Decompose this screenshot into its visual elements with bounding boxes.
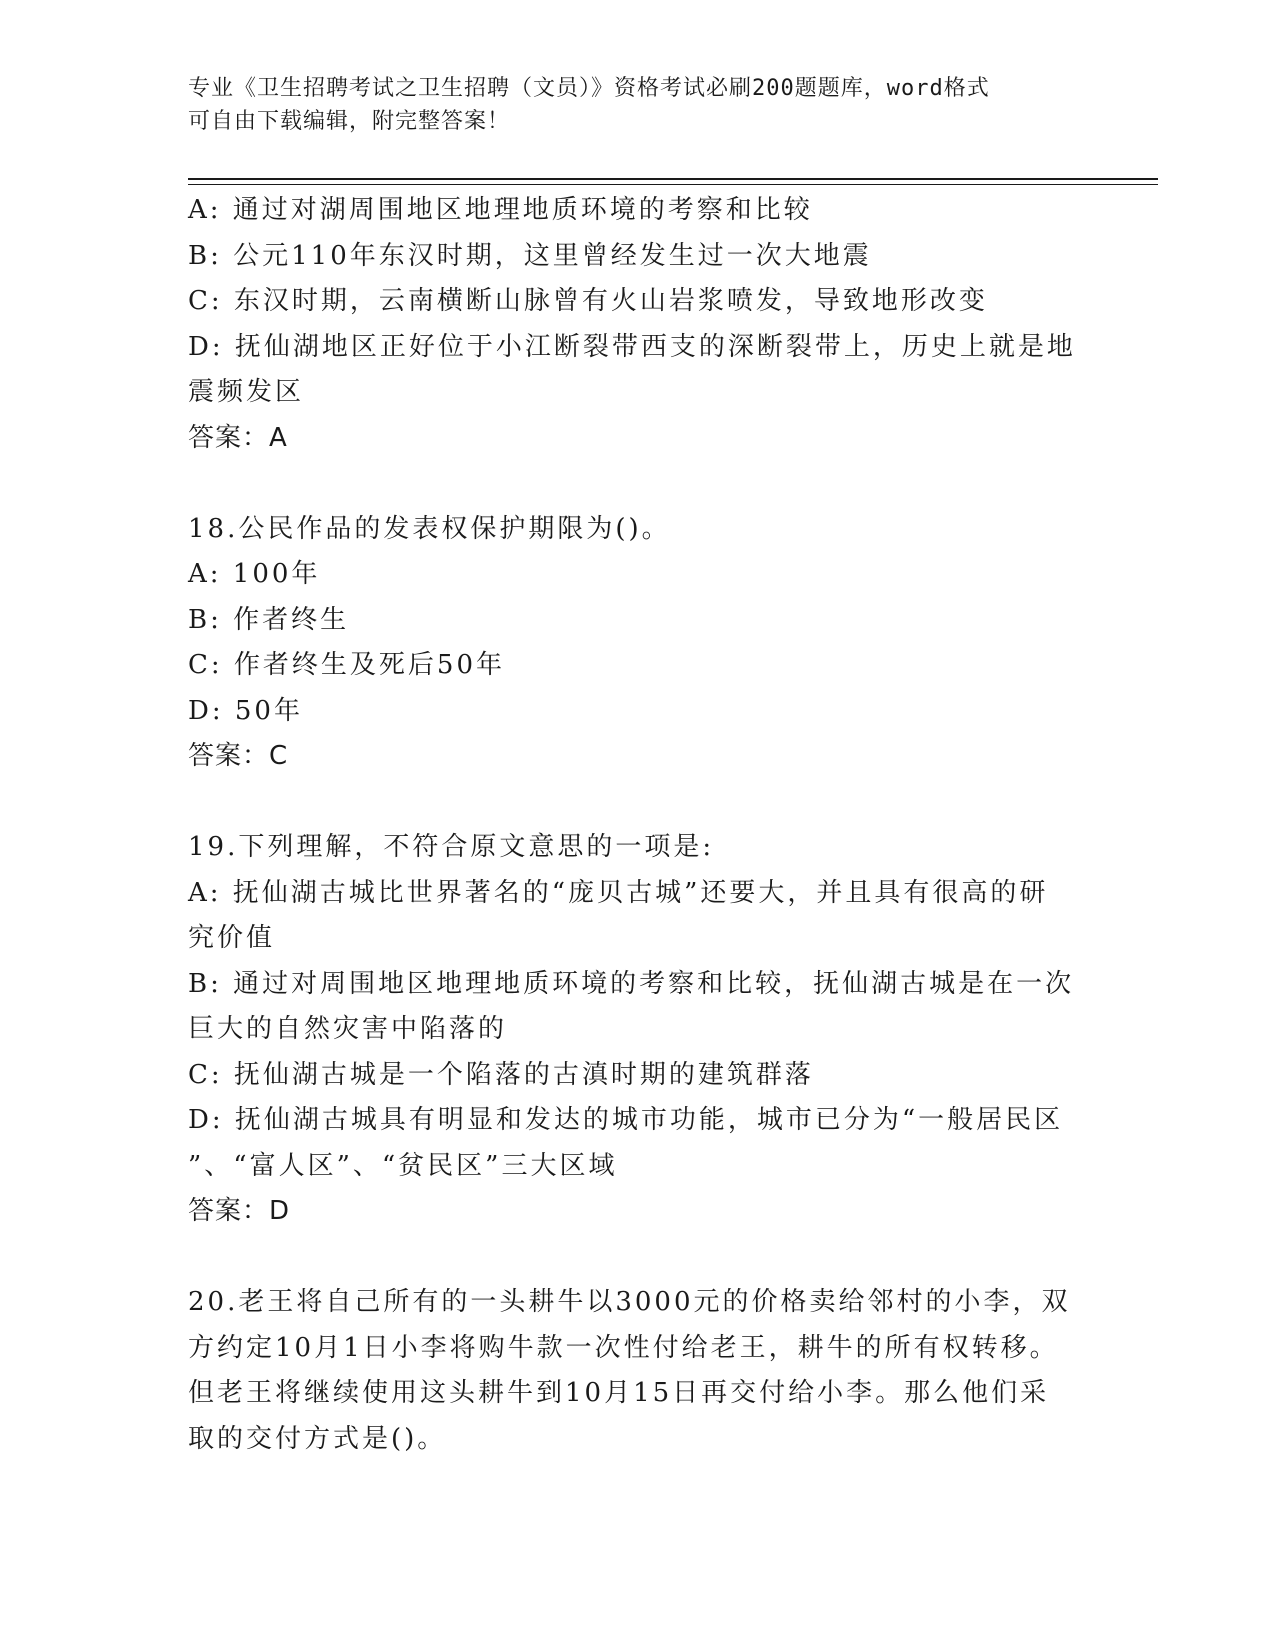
option-a-continued: 究价值 xyxy=(188,923,276,953)
option-c: C: 作者终生及死后50年 xyxy=(188,650,506,680)
question-20-block xyxy=(188,1280,1088,1462)
spacer xyxy=(188,461,1088,507)
question-19-block xyxy=(188,825,1088,1235)
option-a: A: 通过对湖周围地区地理地质环境的考察和比较 xyxy=(188,195,813,225)
spacer xyxy=(188,1235,1088,1281)
question-18-block xyxy=(188,507,1088,780)
option-b-continued: 巨大的自然灾害中陷落的 xyxy=(188,1014,508,1044)
option-c: C: 抚仙湖古城是一个陷落的古滇时期的建筑群落 xyxy=(188,1059,814,1090)
option-d: D: 抚仙湖古城具有明显和发达的城市功能，城市已分为“一般居民区 xyxy=(188,1105,1064,1135)
question-17-block xyxy=(188,188,1088,461)
question-19-text: 19.下列理解，不符合原文意思的一项是: xyxy=(188,832,715,862)
option-b: B: 公元110年东汉时期，这里曾经发生过一次大地震 xyxy=(188,240,872,271)
option-d-continued: 震频发区 xyxy=(188,377,305,407)
option-b: B: 通过对周围地区地理地质环境的考察和比较，抚仙湖古城是在一次 xyxy=(188,968,1075,999)
option-b: B: 作者终生 xyxy=(188,604,350,635)
answer-18: 答案：C xyxy=(188,741,289,771)
option-d-continued: ”、“富人区”、“贫民区”三大区域 xyxy=(188,1150,618,1181)
header-title-line-1: 专业《卫生招聘考试之卫生招聘（文员）》资格考试必刷200题题库，word格式 xyxy=(188,76,990,101)
spacer xyxy=(188,780,1088,826)
question-18-text: 18.公民作品的发表权保护期限为()。 xyxy=(188,513,671,544)
answer-19: 答案：D xyxy=(188,1196,291,1226)
header-divider-thin xyxy=(188,184,1158,185)
header-divider-thick xyxy=(188,178,1158,180)
question-20-line: 但老王将继续使用这头耕牛到10月15日再交付给小李。那么他们采 xyxy=(188,1378,1050,1408)
question-20-line: 取的交付方式是()。 xyxy=(188,1423,447,1454)
header-title-line-2: 可自由下载编辑，附完整答案！ xyxy=(188,109,511,134)
answer-17: 答案：A xyxy=(188,422,288,453)
question-20-line: 方约定10月1日小李将购牛款一次性付给老王，耕牛的所有权转移。 xyxy=(188,1332,1059,1363)
document-header xyxy=(188,72,1068,138)
option-a: A: 100年 xyxy=(188,559,321,589)
option-a: A: 抚仙湖古城比世界著名的“庞贝古城”还要大，并且具有很高的研 xyxy=(188,877,1049,908)
option-c: C: 东汉时期，云南横断山脉曾有火山岩浆喷发，导致地形改变 xyxy=(188,286,988,316)
question-20-line: 20.老王将自己所有的一头耕牛以3000元的价格卖给邻村的小李，双 xyxy=(188,1287,1071,1317)
question-content xyxy=(188,188,1088,1462)
option-d: D: 抚仙湖地区正好位于小江断裂带西支的深断裂带上，历史上就是地 xyxy=(188,331,1076,362)
option-d: D: 50年 xyxy=(188,695,303,726)
